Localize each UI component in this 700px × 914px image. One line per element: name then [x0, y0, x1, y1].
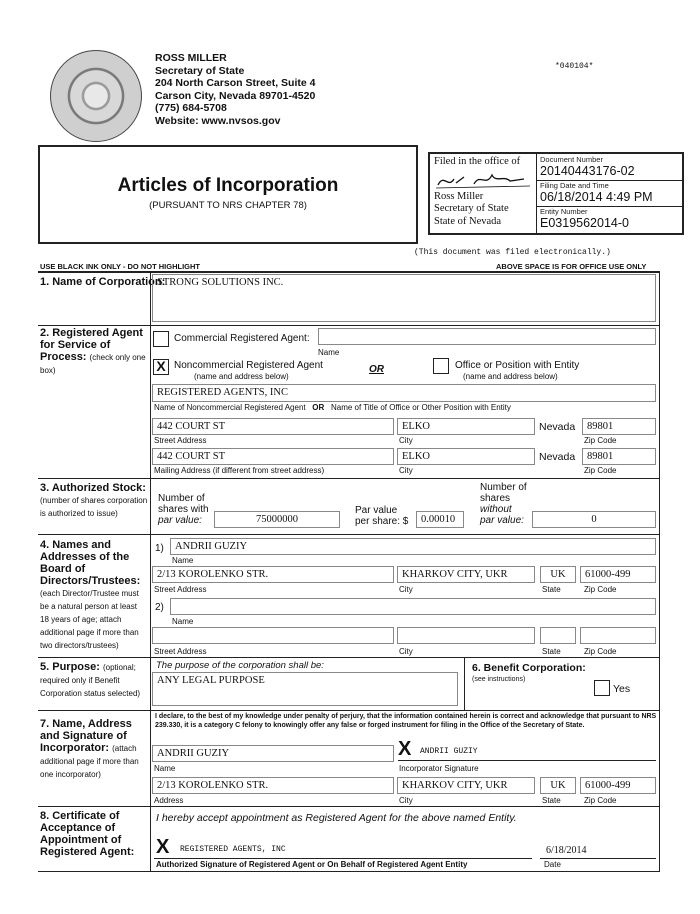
- commercial-agent-name-field[interactable]: [318, 328, 656, 345]
- agent-city-field[interactable]: ELKO: [397, 418, 535, 435]
- agent-street-field[interactable]: 442 COURT ST: [152, 418, 394, 435]
- director-1-city-field[interactable]: KHARKOV CITY, UKR: [397, 566, 535, 583]
- page-subtitle: (PURSUANT TO NRS CHAPTER 78): [149, 200, 307, 211]
- director-2-zip-caption: Zip Code: [584, 647, 617, 656]
- mail-zip-field[interactable]: 89801: [582, 448, 656, 465]
- director-2-city-caption: City: [399, 647, 413, 656]
- office-position-checkbox[interactable]: [433, 358, 449, 374]
- director-1-city-caption: City: [399, 585, 413, 594]
- with-par-a: Number of: [158, 493, 205, 504]
- office-position-sub: (name and address below): [463, 372, 558, 381]
- director-2-street-field[interactable]: [152, 627, 394, 644]
- incorporator-name-caption: Name: [154, 764, 176, 773]
- noncommercial-agent-checkbox[interactable]: X: [153, 359, 169, 375]
- without-d: par value:: [480, 515, 524, 526]
- director-1-state-field[interactable]: UK: [540, 566, 576, 583]
- or-separator: OR: [369, 364, 384, 375]
- doc-number: 20140443176-02: [540, 164, 635, 178]
- mail-caption: Mailing Address (if different from street address): [154, 466, 325, 475]
- incorporator-zip-caption: Zip Code: [584, 796, 617, 805]
- par-value-label: [355, 505, 408, 527]
- street-caption: Street Address: [154, 436, 207, 445]
- acceptance-statement: I hereby accept appointment as Registered Agent for the above named Entity.: [156, 812, 517, 824]
- filing-details: [536, 154, 683, 233]
- agent-caption: [154, 403, 511, 412]
- without-par-label: [480, 482, 527, 526]
- incorporator-state-field[interactable]: UK: [540, 777, 576, 794]
- sos-header: [155, 52, 315, 127]
- incorporator-name-field[interactable]: ANDRII GUZIY: [152, 745, 394, 762]
- filing-date-label: Filing Date and Time: [540, 181, 609, 190]
- purpose-prompt: The purpose of the corporation shall be:: [156, 660, 324, 671]
- director-1-street-field[interactable]: 2/13 KOROLENKO STR.: [152, 566, 394, 583]
- electronic-note: (This document was filed electronically.): [414, 248, 611, 257]
- director-2-state-caption: State: [542, 647, 561, 656]
- section-4-title-text: 4. Names and Addresses of the Board of Directors/Trustees:: [40, 539, 141, 587]
- with-par-label: [158, 493, 209, 526]
- director-1-name-field[interactable]: ANDRII GUZIY: [170, 538, 656, 555]
- section-6-title: 6. Benefit Corporation:: [472, 662, 586, 674]
- without-c: without: [480, 504, 512, 515]
- state-seal: [50, 50, 142, 142]
- with-par-b: shares with: [158, 504, 209, 515]
- shares-with-par-field[interactable]: 75000000: [214, 511, 340, 528]
- par-b: per share: $: [355, 516, 409, 527]
- incorporator-street-field[interactable]: 2/13 KOROLENKO STR.: [152, 777, 394, 794]
- director-1-street-caption: Street Address: [154, 585, 207, 594]
- agent-zip-field[interactable]: 89801: [582, 418, 656, 435]
- mail-zip-caption: Zip Code: [584, 466, 617, 475]
- director-1-state-caption: State: [542, 585, 561, 594]
- mail-city-field[interactable]: ELKO: [397, 448, 535, 465]
- agent-name-field[interactable]: REGISTERED AGENTS, INC: [152, 384, 656, 402]
- entity-number-label: Entity Number: [540, 207, 588, 216]
- incorporator-sig-caption: Incorporator Signature: [399, 764, 479, 773]
- with-par-c: par value:: [158, 515, 202, 526]
- without-b: shares: [480, 493, 511, 504]
- mail-street-field[interactable]: 442 COURT ST: [152, 448, 394, 465]
- agent-caption-b: Name of Title of Office or Other Position with Entity: [330, 403, 511, 412]
- director-1-name-caption: Name: [172, 556, 194, 565]
- director-2-city-field[interactable]: [397, 627, 535, 644]
- director-2-number: 2): [155, 602, 164, 613]
- doc-number-label: Document Number: [540, 155, 603, 164]
- benefit-corp-checkbox[interactable]: [594, 680, 610, 696]
- commercial-name-caption: Name: [318, 348, 340, 357]
- zip-caption: Zip Code: [584, 436, 617, 445]
- section-8-title: 8. Certificate of Acceptance of Appointment of Registered Agent:: [40, 810, 135, 858]
- noncommercial-agent-sub: (name and address below): [194, 372, 289, 381]
- sos-address1: 204 North Carson Street, Suite 4: [155, 77, 316, 89]
- section-4-title: [40, 539, 148, 652]
- incorporator-signature[interactable]: ANDRII GUZIY: [420, 747, 478, 756]
- incorporator-address-caption: Address: [154, 796, 184, 805]
- director-2-street-caption: Street Address: [154, 647, 207, 656]
- filed-in-label: Filed in the office of: [434, 156, 521, 167]
- filed-name: Ross Miller: [434, 190, 484, 202]
- acceptance-date-caption: Date: [544, 860, 561, 869]
- par-value-field[interactable]: 0.00010: [416, 511, 464, 528]
- section-2-title: [40, 327, 148, 377]
- director-1-number: 1): [155, 543, 164, 554]
- filed-state: State of Nevada: [434, 215, 502, 227]
- agent-state: Nevada: [539, 421, 576, 433]
- sos-name: ROSS MILLER: [155, 52, 227, 64]
- page-title: Articles of Incorporation: [117, 175, 339, 196]
- sos-website: Website: www.nvsos.gov: [155, 114, 281, 127]
- agent-sig-mark: X: [156, 836, 170, 858]
- incorporator-sig-mark: X: [398, 738, 412, 760]
- incorporator-city-caption: City: [399, 796, 413, 805]
- section-3-title: [40, 482, 148, 520]
- section-5-title-text: 5. Purpose:: [40, 661, 100, 673]
- city-caption: City: [399, 436, 413, 445]
- section-2-note: (check only one box): [40, 353, 146, 375]
- mail-city-caption: City: [399, 466, 413, 475]
- section-4-note: (each Director/Trustee must be a natural person at least 18 years of age; attach additional page if more than two directors/trustees): [40, 589, 139, 650]
- filed-office-block: [434, 156, 532, 228]
- perjury-declaration: I declare, to the best of my knowledge under penalty of perjury, that the information contained herein is correct and acknowledge that pursuant to NRS 239.330, it is a category C felony to knowingly offer any false or forged instrument for filing in the Office of the Secretary of State.: [155, 713, 657, 729]
- title-box: [38, 145, 418, 244]
- agent-signature[interactable]: REGISTERED AGENTS, INC: [180, 845, 286, 854]
- section-1-title: 1. Name of Corporation:: [40, 276, 166, 288]
- without-a: Number of: [480, 482, 527, 493]
- filing-date: 06/18/2014 4:49 PM: [540, 190, 653, 204]
- sos-office: Secretary of State: [155, 64, 245, 77]
- director-1-zip-caption: Zip Code: [584, 585, 617, 594]
- filed-office: Secretary of State: [434, 203, 509, 214]
- section-5-title: [40, 661, 148, 700]
- filing-stamp: [428, 152, 684, 235]
- par-a: Par value: [355, 505, 398, 516]
- sos-address2: Carson City, Nevada 89701-4520: [155, 89, 316, 102]
- mail-state: Nevada: [539, 451, 576, 463]
- section-2-title-text: 2. Registered Agent for Service of Process:: [40, 327, 143, 363]
- secretary-signature: [434, 169, 532, 191]
- commercial-agent-label: Commercial Registered Agent:: [174, 333, 310, 344]
- incorporator-zip-field[interactable]: 61000-499: [580, 777, 656, 794]
- director-1-zip-field[interactable]: 61000-499: [580, 566, 656, 583]
- agent-caption-a: Name of Noncommercial Registered Agent: [154, 403, 306, 412]
- incorporator-city-field[interactable]: KHARKOV CITY, UKR: [397, 777, 535, 794]
- section-3-note: (number of shares corporation is authorized to issue): [40, 496, 148, 518]
- director-2-zip-field[interactable]: [580, 627, 656, 644]
- section-7-note: (attach additional page if more than one incorporator): [40, 744, 139, 779]
- commercial-agent-checkbox[interactable]: [153, 331, 169, 347]
- benefit-yes-label: Yes: [613, 683, 631, 695]
- purpose-field[interactable]: ANY LEGAL PURPOSE: [152, 672, 458, 706]
- office-use-note: ABOVE SPACE IS FOR OFFICE USE ONLY: [496, 262, 647, 271]
- director-2-state-field[interactable]: [540, 627, 576, 644]
- director-2-name-caption: Name: [172, 617, 194, 626]
- section-6-note: (see instructions): [472, 676, 526, 683]
- ink-instruction: USE BLACK INK ONLY - DO NOT HIGHLIGHT: [40, 262, 201, 271]
- section-7-title: [40, 718, 148, 781]
- form-code: *040104*: [555, 62, 594, 71]
- section-5-note: (optional; required only if Benefit Corporation status selected): [40, 663, 141, 698]
- noncommercial-agent-label: Noncommercial Registered Agent: [174, 360, 323, 371]
- entity-number: E0319562014-0: [540, 216, 629, 230]
- office-position-label: Office or Position with Entity: [455, 360, 580, 371]
- section-3-title-text: 3. Authorized Stock:: [40, 482, 146, 494]
- director-2-name-field[interactable]: [170, 598, 656, 615]
- agent-sig-caption: Authorized Signature of Registered Agent or On Behalf of Registered Agent Entity: [156, 860, 468, 869]
- incorporator-state-caption: State: [542, 796, 561, 805]
- corporation-name-field[interactable]: STRONG SOLUTIONS INC.: [152, 274, 656, 322]
- acceptance-date[interactable]: 6/18/2014: [546, 845, 587, 856]
- agent-caption-or: OR: [312, 403, 325, 412]
- sos-phone: (775) 684-5708: [155, 102, 227, 114]
- section-7-title-text: 7. Name, Address and Signature of Incorporator:: [40, 718, 132, 754]
- shares-without-par-field[interactable]: 0: [532, 511, 656, 528]
